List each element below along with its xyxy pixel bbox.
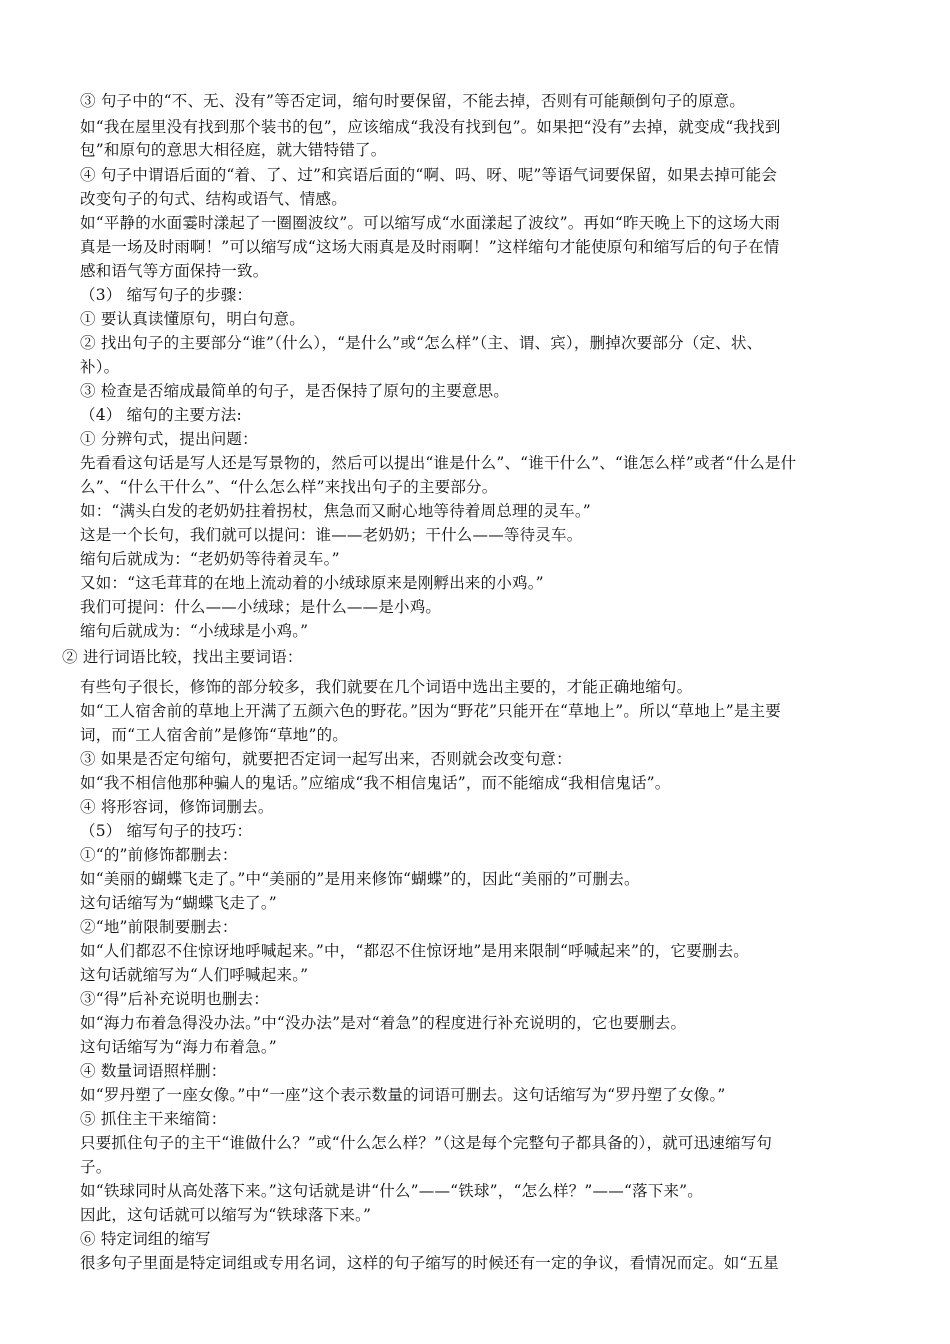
text-line: 补）。 (80, 358, 120, 376)
text-line: 如“美丽的蝴蝶飞走了。”中“美丽的”是用来修饰“蝴蝶”的，因此“美丽的”可删去。 (80, 870, 640, 888)
text-line: 如：“满头白发的老奶奶拄着拐杖，焦急而又耐心地等待着周总理的灵车。” (80, 502, 591, 520)
text-line: ①“的”前修饰都删去： (80, 846, 238, 864)
section-heading: （5） 缩写句子的技巧： (80, 822, 253, 840)
text-line: 这句话缩写为“蝴蝶飞走了。” (80, 894, 277, 912)
text-line: 这是一个长句，我们就可以提问：谁——老奶奶；干什么——等待灵车。 (80, 526, 583, 544)
text-line: ⑥ 特定词组的缩写 (80, 1230, 211, 1248)
text-line: 很多句子里面是特定词组或专用名词，这样的句子缩写的时候还有一定的争议，看情况而定。如“五星 (80, 1254, 779, 1272)
text-line: ③ 如果是否定句缩句，就要把否定词一起写出来，否则就会改变句意： (80, 750, 572, 768)
text-line: 只要抓住句子的主干“谁做什么？”或“什么怎么样？”（这是每个完整句子都具备的），就可迅速缩写句 (80, 1134, 773, 1152)
text-line: 如“人们都忍不住惊讶地呼喊起来。”中，“都忍不住惊讶地”是用来限制“呼喊起来”的，它要删去。 (80, 942, 749, 960)
text-line: 包”和原句的意思大相径庭，就大错特错了。 (80, 141, 387, 159)
text-line: 如“我不相信他那种骗人的鬼话。”应缩成“我不相信鬼话”，而不能缩成“我相信鬼话”。 (80, 774, 671, 792)
text-line: 这句话就缩写为“人们呼喊起来。” (80, 966, 309, 984)
text-line: ① 分辨句式，提出问题： (80, 430, 258, 448)
text-line: 如“平静的水面霎时漾起了一圈圈波纹”。可以缩写成“水面漾起了波纹”。再如“昨天晚上下的这场大雨 (80, 214, 781, 232)
text-line: 如“工人宿舍前的草地上开满了五颜六色的野花。”因为“野花”只能开在“草地上”。所以“草地上”是主要 (80, 702, 781, 720)
section-heading: （4） 缩句的主要方法: (80, 406, 242, 424)
text-line: 有些句子很长，修饰的部分较多，我们就要在几个词语中选出主要的，才能正确地缩句。 (80, 678, 693, 696)
text-line: 缩句后就成为：“小绒球是小鸡。” (80, 622, 309, 640)
text-line: ③ 检查是否缩成最简单的句子，是否保持了原句的主要意思。 (80, 382, 510, 400)
text-line: 先看看这句话是写人还是写景物的，然后可以提出“谁是什么”、“谁干什么”、“谁怎么样”或者“什么是什 (80, 454, 797, 472)
text-line: ④ 数量词语照样删： (80, 1062, 227, 1080)
text-line: 子。 (80, 1158, 112, 1176)
text-line: ② 进行词语比较，找出主要词语： (62, 648, 303, 666)
text-line: 因此，这句话就可以缩写为“铁球落下来。” (80, 1206, 372, 1224)
text-line: 又如：“这毛茸茸的在地上流动着的小绒球原来是刚孵出来的小鸡。” (80, 574, 544, 592)
text-line: ③ 句子中的“不、无、没有”等否定词，缩句时要保留，不能去掉，否则有可能颠倒句子的原意。 (80, 92, 746, 110)
text-line: 感和语气等方面保持一致。 (80, 262, 269, 280)
text-line: 如“我在屋里没有找到那个装书的包”，应该缩成“我没有找到包”。如果把“没有”去掉，就变成“我找到 (80, 118, 781, 136)
text-line: 如“铁球同时从高处落下来。”这句话就是讲“什么”——“铁球”，“怎么样？”——“落下来”。 (80, 1182, 703, 1200)
text-line: 么”、“什么干什么”、“什么怎么样”来找出句子的主要部分。 (80, 478, 498, 496)
text-line: 如“海力布着急得没办法。”中“没办法”是对“着急”的程度进行补充说明的，它也要删去。 (80, 1014, 687, 1032)
text-line: 词，而“工人宿舍前”是修饰“草地”的。 (80, 726, 348, 744)
text-line: ② 找出句子的主要部分“谁”（什么），“是什么”或“怎么样”（主、谓、宾），删掉次要部分（定、状、 (80, 334, 763, 352)
text-line: ④ 句子中谓语后面的“着、了、过”和宾语后面的“啊、吗、呀、呢”等语气词要保留，如果去掉可能会 (80, 166, 778, 184)
text-line: ④ 将形容词，修饰词删去。 (80, 798, 274, 816)
text-line: 如“罗丹塑了一座女像。”中“一座”这个表示数量的词语可删去。这句话缩写为“罗丹塑了女像。” (80, 1086, 726, 1104)
text-line: ① 要认真读懂原句，明白句意。 (80, 310, 305, 328)
text-line: 我们可提问：什么——小绒球；是什么——是小鸡。 (80, 598, 442, 616)
section-heading: （3） 缩写句子的步骤： (80, 286, 253, 304)
text-line: ③“得”后补充说明也删去： (80, 990, 269, 1008)
text-line: 真是一场及时雨啊！”可以缩写成“这场大雨真是及时雨啊！”这样缩句才能使原句和缩写后的句子在情 (80, 238, 780, 256)
text-line: 改变句子的句式、结构或语气、情感。 (80, 190, 347, 208)
text-line: 缩句后就成为：“老奶奶等待着灵车。” (80, 550, 340, 568)
text-line: ②“地”前限制要删去： (80, 918, 238, 936)
text-line: ⑤ 抓住主干来缩简： (80, 1110, 227, 1128)
text-line: 这句话缩写为“海力布着急。” (80, 1038, 277, 1056)
